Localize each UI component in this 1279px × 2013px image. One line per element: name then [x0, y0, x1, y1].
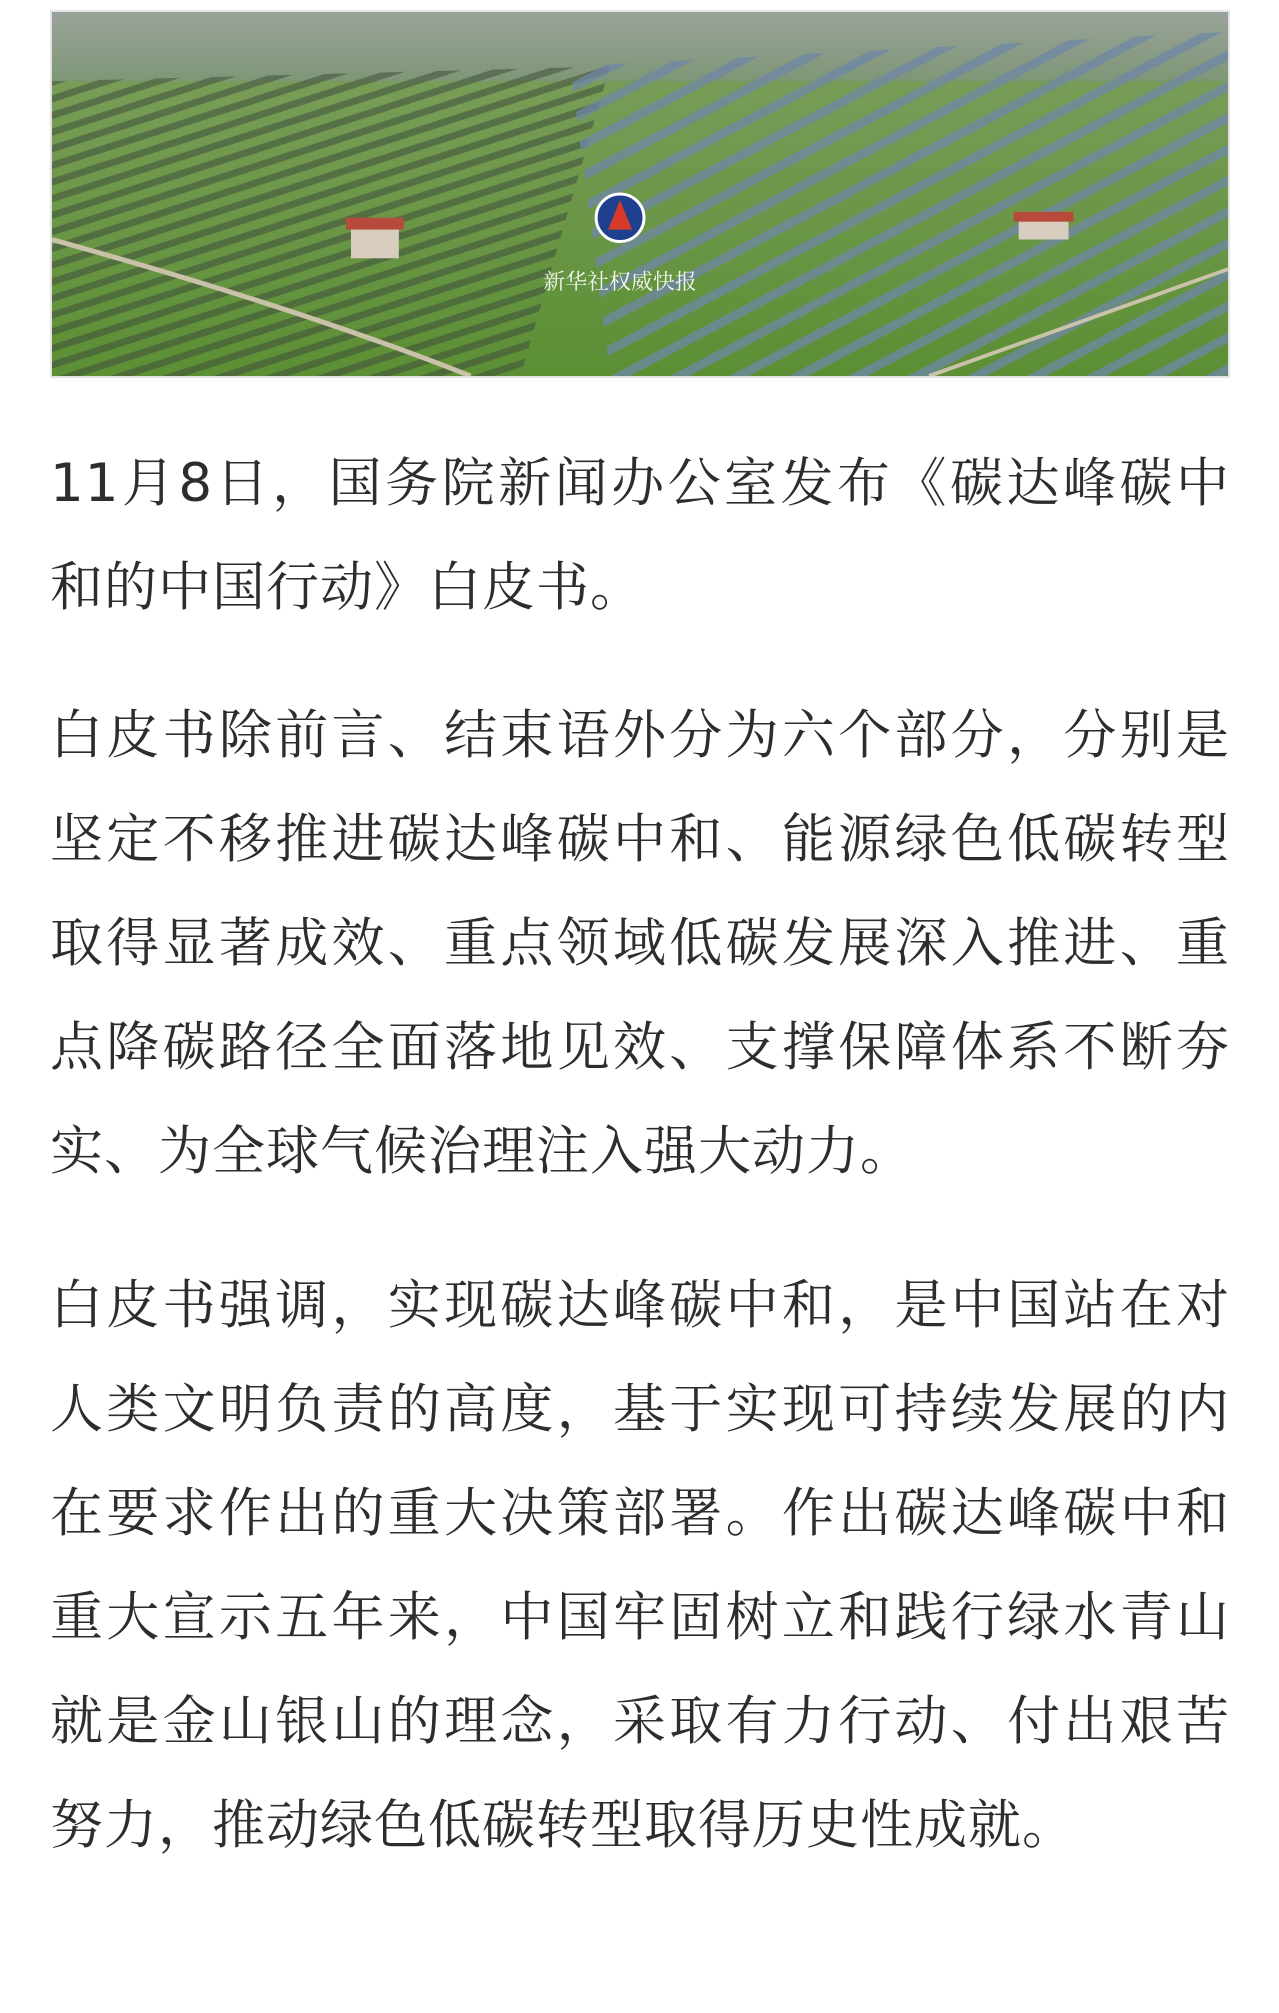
paragraph-3: 白皮书强调，实现碳达峰碳中和，是中国站在对人类文明负责的高度，基于实现可持续发展的内在要求作出的重大决策部署。作出碳达峰碳中和重大宣示五年来，中国牢固树立和践行绿水青山就是金山银山的理念，采取有力行动、付出艰苦努力，推动绿色低碳转型取得历史性成就。: [50, 1275, 1230, 1856]
article-body: [50, 432, 1230, 1928]
watermark-text: 新华社权威快报: [543, 270, 697, 295]
paragraph-1: 11月8日，国务院新闻办公室发布《碳达峰碳中和的中国行动》白皮书。: [50, 453, 1230, 618]
paragraph-2: 白皮书除前言、结束语外分为六个部分，分别是坚定不移推进碳达峰碳中和、能源绿色低碳转型取得显著成效、重点领域低碳发展深入推进、重点降碳路径全面落地见效、支撑保障体系不断夯实、为全球气候治理注入强大动力。: [50, 705, 1230, 1182]
building-left: [351, 225, 399, 259]
solar-farm-photo: [52, 12, 1228, 376]
hero-image: [50, 10, 1230, 378]
xinhua-logo-icon: [596, 194, 644, 241]
